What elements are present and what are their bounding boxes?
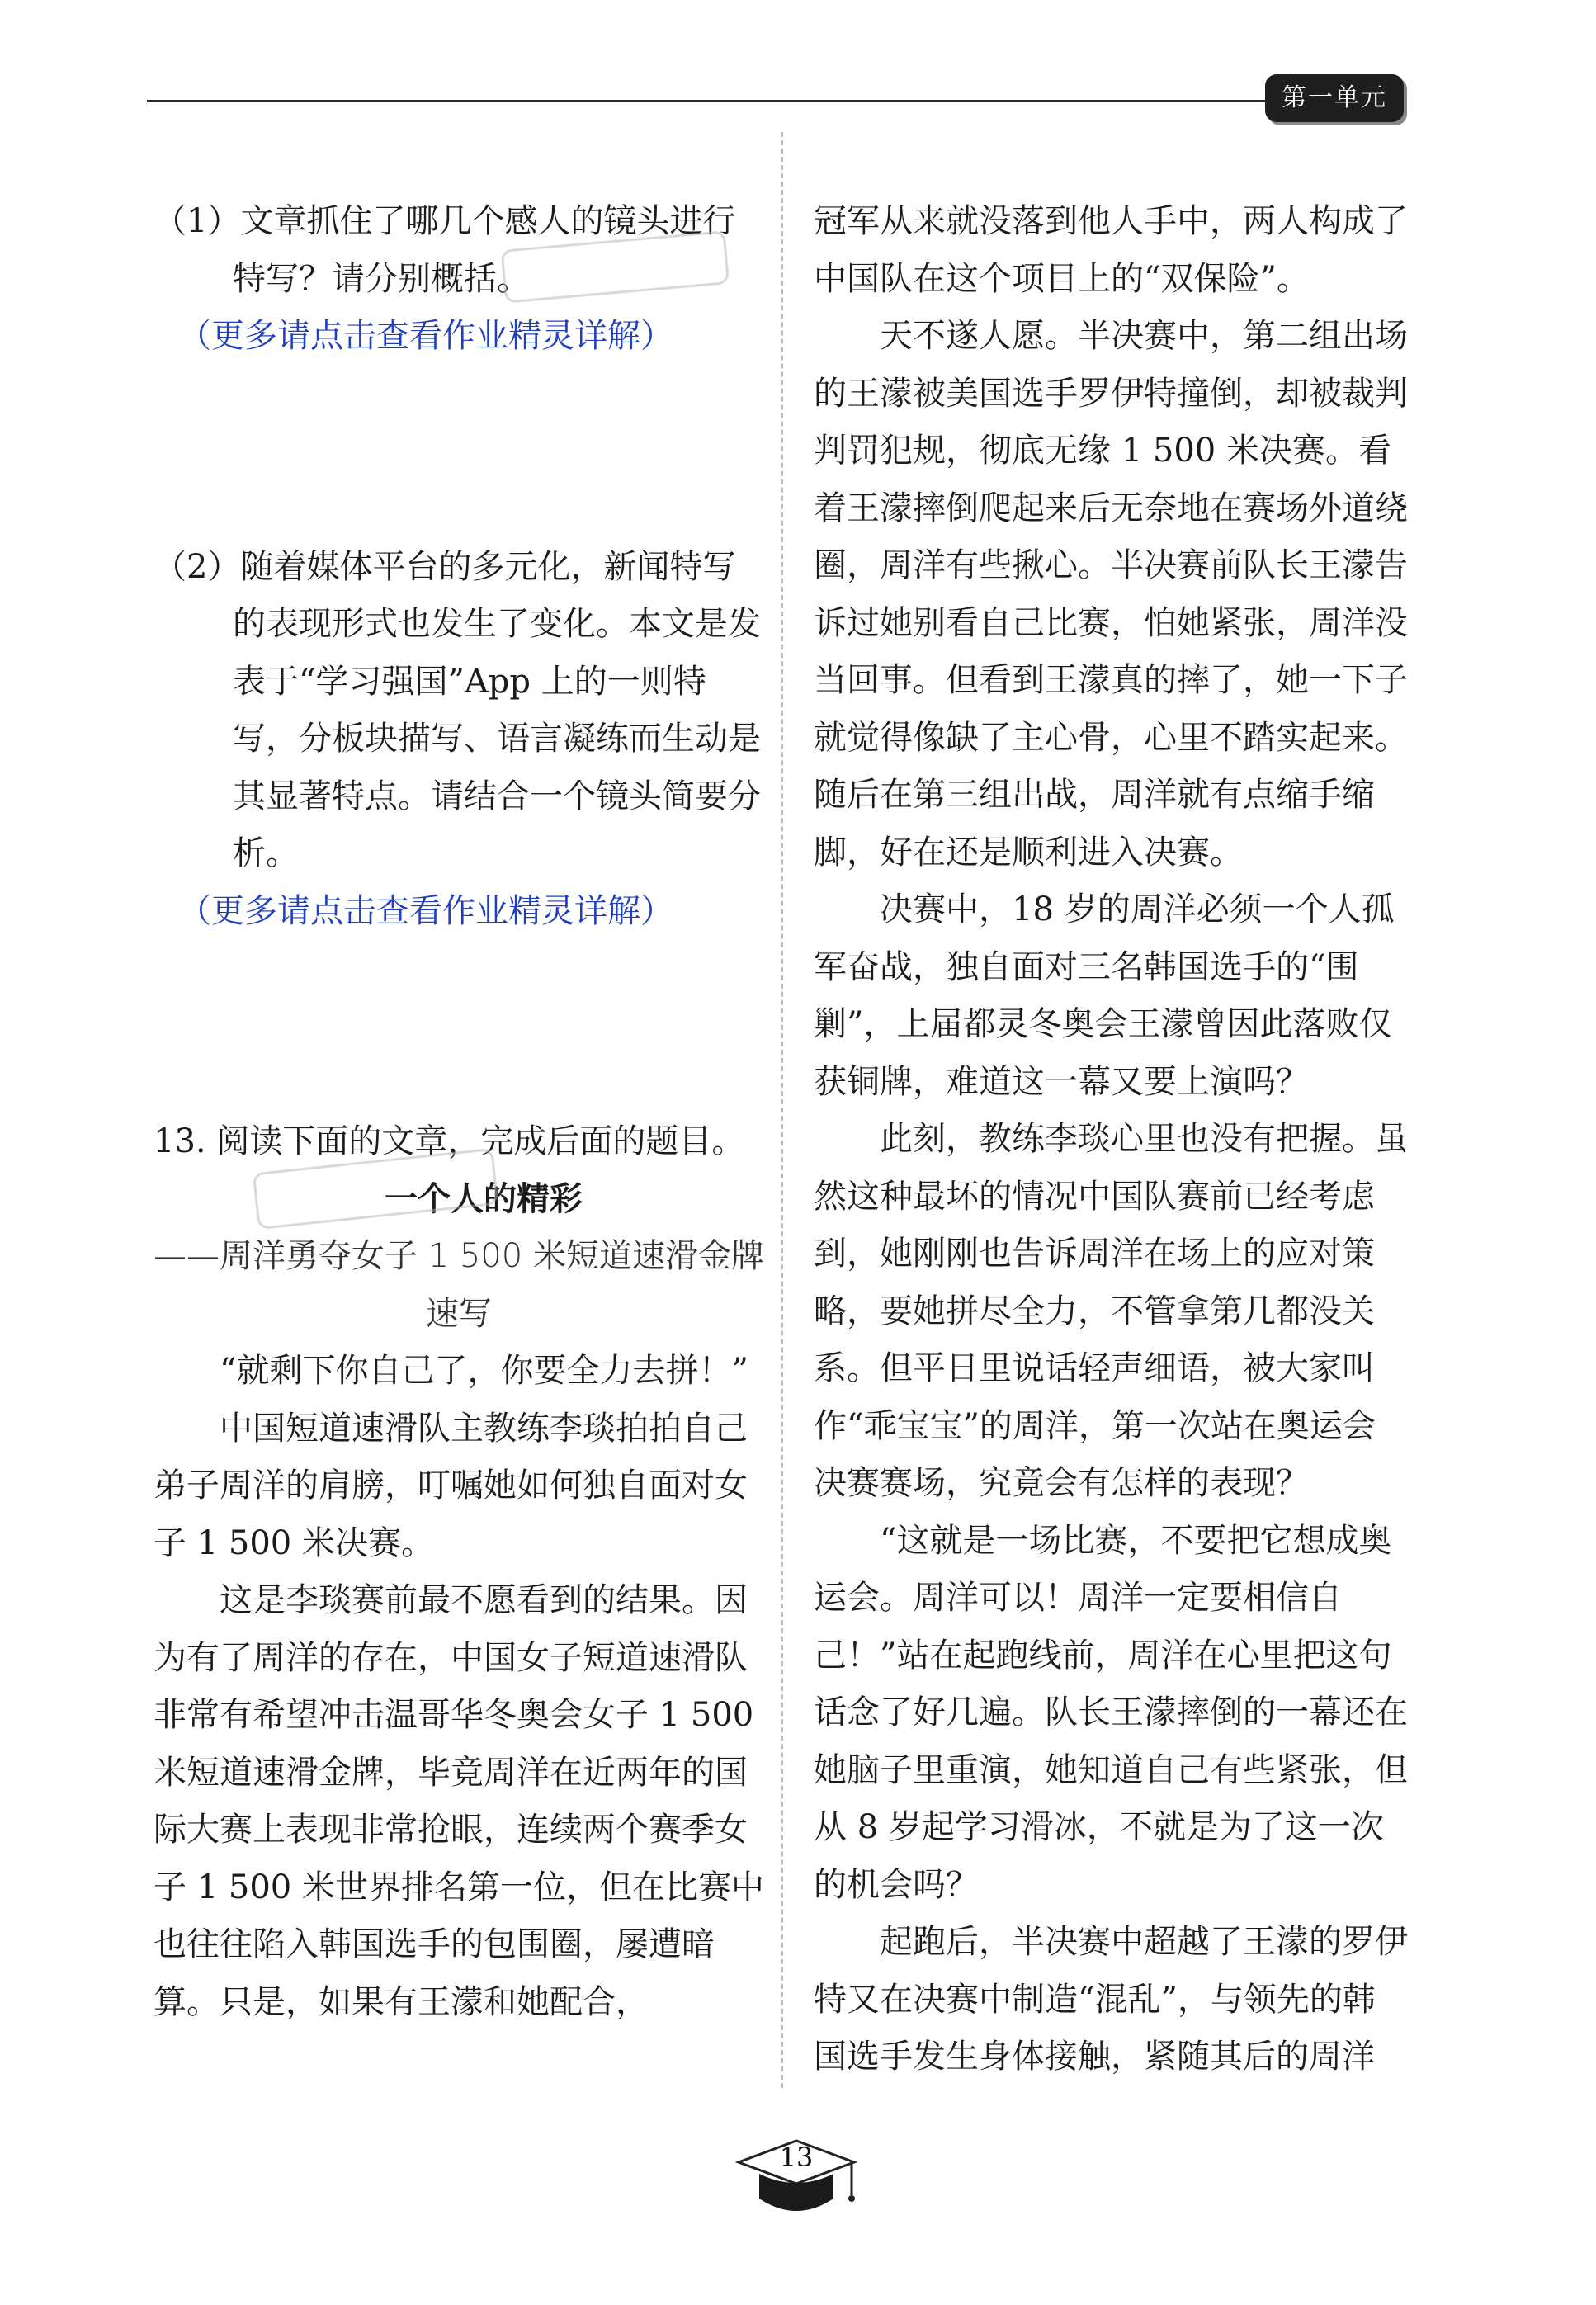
paragraph: 这是李琰赛前最不愿看到的结果。因为有了周洋的存在，中国女子短道速滑队非常有希望冲击温哥华冬奥会女子 1 500 米短道速滑金牌，毕竟周洋在近两年的国际大赛上表现非常抢眼，连续两个赛季女子 1 500 米世界排名第一位，但在比赛中也往往陷入韩国选手的包围圈，屡遭暗算。只是，如果有王濛和她配合， [153, 1581, 764, 2021]
answer-link-2[interactable]: （更多请点击查看作业精灵详解） [178, 891, 673, 930]
article-subtitle: ——周洋勇夺女子 1 500 米短道速滑金牌速写 [153, 1237, 764, 1333]
page-number: 13 [779, 2142, 814, 2173]
left-column [153, 193, 764, 2031]
paragraph: 冠军从来就没落到他人手中，两人构成了中国队在这个项目上的“双保险”。 [814, 202, 1408, 298]
paragraph: 决赛中，18 岁的周洋必须一个人孤军奋战，独自面对三名韩国选手的“围剿”，上届都灵冬奥会王濛曾因此落败仅获铜牌，难道这一幕又要上演吗？ [814, 890, 1395, 1101]
answer-space-2 [153, 940, 764, 1113]
question-2: （2）随着媒体平台的多元化，新闻特写的表现形式也发生了变化。本文是发表于“学习强国”App 上的一则特写，分板块描写、语言凝练而生动是其显著特点。请结合一个镜头简要分析。 [153, 547, 761, 872]
paragraph: 中国短道速滑队主教练李琰拍拍自己弟子周洋的肩膀，叮嘱她如何独自面对女子 1 500 米决赛。 [153, 1409, 748, 1562]
article-title: 一个人的精彩 [385, 1179, 583, 1218]
column-divider [781, 132, 783, 2088]
question-13: 13. 阅读下面的文章，完成后面的题目。 [153, 1122, 745, 1160]
question-1: （1）文章抓住了哪几个感人的镜头进行特写？请分别概括。 [153, 202, 736, 298]
paragraph: “这就是一场比赛，不要把它想成奥运会。周洋可以！周洋一定要相信自己！”站在起跑线前，周洋在心里把这句话念了好几遍。队长王濛摔倒的一幕还在她脑子里重演，她知道自己有些紧张，但从 8 岁起学习滑冰，不就是为了这一次的机会吗？ [814, 1521, 1408, 1904]
paragraph: “就剩下你自己了，你要全力去拼！” [220, 1352, 748, 1390]
paragraph: 此刻，教练李琰心里也没有把握。虽然这种最坏的情况中国队赛前已经考虑到，她刚刚也告诉周洋在场上的应对策略，要她拼尽全力，不管拿第几都没关系。但平日里说话轻声细语，被大家叫作“乖宝宝”的周洋，第一次站在奥运会决赛赛场，究竟会有怎样的表现？ [814, 1120, 1408, 1502]
watermark-logo-icon [248, 1143, 512, 1234]
paragraph: 天不遂人愿。半决赛中，第二组出场的王濛被美国选手罗伊特撞倒，却被裁判判罚犯规，彻底无缘 1 500 米决赛。看着王濛摔倒爬起来后无奈地在赛场外道绕圈，周洋有些揪心。半决赛前队长王濛告诉过她别看自己比赛，怕她紧张，周洋没当回事。但看到王濛真的摔了，她一下子就觉得像缺了主心骨，心里不踏实起来。随后在第三组出战，周洋就有点缩手缩脚，好在还是顺利进入决赛。 [814, 317, 1408, 871]
answer-space-1 [153, 366, 764, 539]
unit-label: 第一单元 [1265, 74, 1404, 122]
right-column [814, 193, 1408, 2086]
answer-link-1[interactable]: （更多请点击查看作业精灵详解） [178, 317, 673, 355]
paragraph: 起跑后，半决赛中超越了王濛的罗伊特又在决赛中制造“混乱”，与领先的韩国选手发生身体接触，紧随其后的周洋 [814, 1923, 1408, 2076]
page-number-badge [726, 2137, 866, 2228]
watermark-logo-icon [495, 223, 743, 305]
header-rule [147, 100, 1277, 102]
